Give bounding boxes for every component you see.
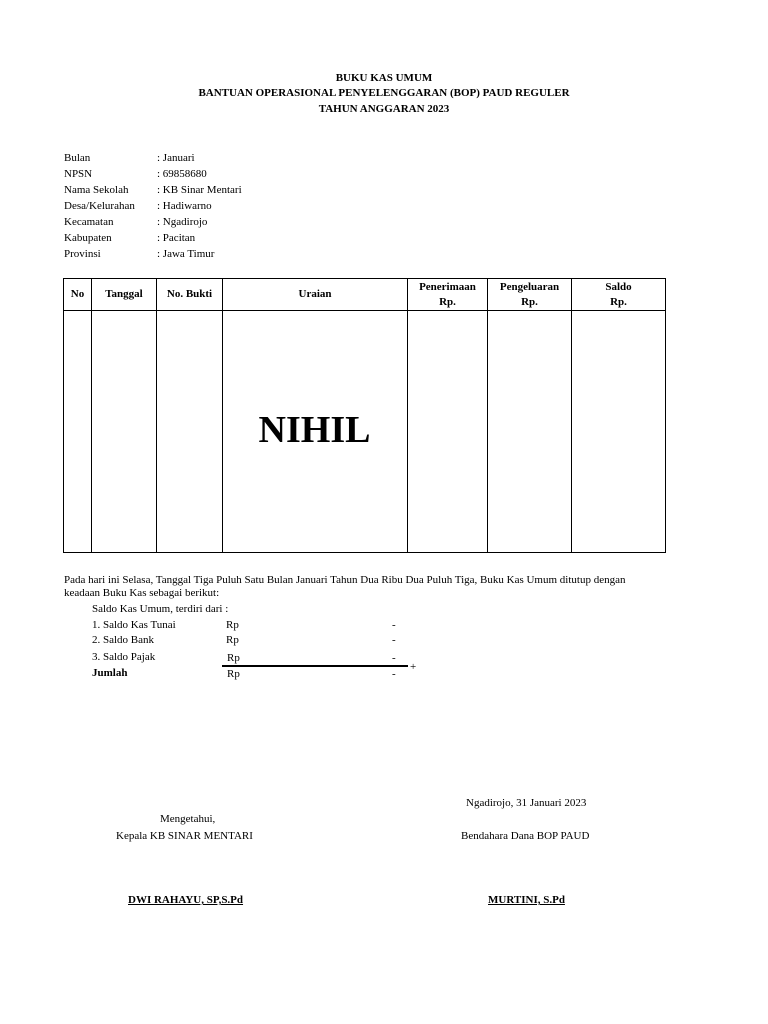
info-label: Kecamatan bbox=[64, 216, 114, 228]
saldo-item-label: 3. Saldo Pajak bbox=[92, 651, 156, 663]
info-label: NPSN bbox=[64, 168, 93, 180]
plus-sign: + bbox=[410, 661, 417, 673]
saldo-item-currency: Rp bbox=[226, 634, 239, 646]
saldo-item-label: 1. Saldo Kas Tunai bbox=[92, 619, 176, 631]
saldo-item-amount: - bbox=[392, 634, 396, 646]
bendahara-name: MURTINI, S.Pd bbox=[488, 894, 565, 906]
jumlah-amount: - bbox=[392, 668, 396, 680]
info-value: : 69858680 bbox=[157, 168, 207, 180]
info-value: : KB Sinar Mentari bbox=[157, 184, 242, 196]
info-label: Bulan bbox=[64, 152, 91, 164]
kepala-title: Kepala KB SINAR MENTARI bbox=[116, 830, 253, 842]
col-header-penerimaan bbox=[408, 279, 488, 311]
saldo-item-amount: - bbox=[392, 619, 396, 631]
col-header-saldo bbox=[572, 279, 666, 311]
jumlah-label: Jumlah bbox=[92, 667, 128, 679]
closing-paragraph-line2: keadaan Buku Kas sebagai berikut: bbox=[64, 587, 220, 599]
info-value: : Hadiwarno bbox=[157, 200, 212, 212]
doc-year: TAHUN ANGGARAN 2023 bbox=[318, 103, 450, 115]
info-label: Kabupaten bbox=[64, 232, 112, 244]
header-label: Pengeluaran bbox=[499, 280, 560, 293]
table-cell bbox=[572, 311, 666, 553]
col-header-no-bukti: No. Bukti bbox=[157, 279, 223, 311]
header-unit: Rp. bbox=[439, 295, 456, 308]
info-label: Nama Sekolah bbox=[64, 184, 129, 196]
col-header-pengeluaran bbox=[488, 279, 572, 311]
header-unit: Rp. bbox=[610, 295, 627, 308]
info-value: : Pacitan bbox=[157, 232, 196, 244]
table-header-row bbox=[64, 279, 666, 311]
closing-paragraph-line1: Pada hari ini Selasa, Tanggal Tiga Puluh Satu Bulan Januari Tahun Dua Ribu Dua Puluh Tiga, Buku Kas Umum ditutup dengan bbox=[64, 574, 626, 586]
saldo-item-amount: - bbox=[392, 652, 396, 664]
col-header-tanggal: Tanggal bbox=[92, 279, 157, 311]
saldo-item-label: 2. Saldo Bank bbox=[92, 634, 155, 646]
bendahara-title: Bendahara Dana BOP PAUD bbox=[461, 830, 590, 842]
info-label: Desa/Kelurahan bbox=[64, 200, 135, 212]
mengetahui-label: Mengetahui, bbox=[160, 813, 216, 825]
table-cell bbox=[488, 311, 572, 553]
info-value: : Januari bbox=[157, 152, 195, 164]
header-label: Saldo bbox=[605, 280, 632, 293]
saldo-item-currency: Rp bbox=[227, 652, 240, 664]
saldo-intro: Saldo Kas Umum, terdiri dari : bbox=[92, 603, 229, 615]
header-label: Penerimaan bbox=[419, 280, 476, 293]
table-cell bbox=[157, 311, 223, 553]
table-cell bbox=[64, 311, 92, 553]
info-value: : Jawa Timur bbox=[157, 248, 215, 260]
info-value: : Ngadirojo bbox=[157, 216, 208, 228]
info-label: Provinsi bbox=[64, 248, 101, 260]
kepala-name: DWI RAHAYU, SP,S.Pd bbox=[128, 894, 244, 906]
saldo-item-currency: Rp bbox=[226, 619, 239, 631]
doc-subtitle: BANTUAN OPERASIONAL PENYELENGGARAN (BOP) PAUD REGULER bbox=[198, 87, 570, 99]
header-unit: Rp. bbox=[521, 295, 538, 308]
doc-title: BUKU KAS UMUM bbox=[335, 72, 433, 84]
col-header-no: No bbox=[64, 279, 92, 311]
table-cell bbox=[92, 311, 157, 553]
col-header-uraian: Uraian bbox=[223, 279, 408, 311]
sum-divider bbox=[222, 665, 408, 667]
table-cell bbox=[408, 311, 488, 553]
jumlah-currency: Rp bbox=[227, 668, 240, 680]
nihil-label: NIHIL bbox=[258, 409, 371, 451]
place-date: Ngadirojo, 31 Januari 2023 bbox=[466, 797, 587, 809]
